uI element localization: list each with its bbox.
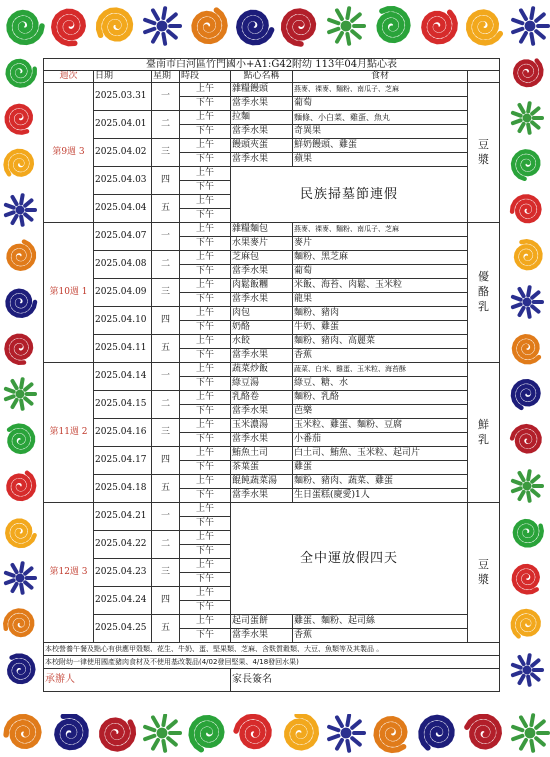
- swirl-decoration: [421, 717, 452, 748]
- snack-name: 水果麥片: [231, 237, 293, 251]
- ingredients: 綠豆、糖、水: [293, 377, 468, 391]
- week-label: 第12週 3: [44, 503, 94, 643]
- ingredients: 蘋果: [293, 153, 468, 167]
- swirl-decoration: [467, 716, 499, 747]
- handler-signature-label: 承辦人: [44, 669, 231, 692]
- ingredients: 鮮奶饅頭、雞蛋: [293, 139, 468, 153]
- date-cell: 2025.04.16: [94, 419, 152, 447]
- header-period: 時段: [180, 71, 231, 83]
- swirl-decoration: [9, 426, 33, 452]
- period-pm: 下午: [180, 349, 231, 363]
- weekday-cell: 二: [152, 251, 180, 279]
- period-am: 上午: [180, 475, 231, 489]
- period-am: 上午: [180, 167, 231, 181]
- swirl-decoration: [469, 12, 501, 43]
- date-cell: 2025.04.02: [94, 139, 152, 167]
- swirl-decoration: [102, 720, 133, 749]
- date-cell: 2025.04.01: [94, 111, 152, 139]
- ingredients: 蔬菜、白米、雞蛋、玉米粒、海苔酥: [293, 363, 468, 377]
- swirl-decoration: [239, 13, 272, 43]
- period-am: 上午: [180, 419, 231, 433]
- ingredients: 葡萄: [293, 97, 468, 111]
- period-pm: 下午: [180, 237, 231, 251]
- ingredients: 麥片: [293, 237, 468, 251]
- period-pm: 下午: [180, 405, 231, 419]
- period-pm: 下午: [180, 433, 231, 447]
- side-drink: 優 酪 乳: [468, 223, 500, 363]
- weekday-cell: 四: [152, 307, 180, 335]
- period-pm: 下午: [180, 293, 231, 307]
- swirl-decoration: [376, 719, 405, 751]
- swirl-decoration: [6, 151, 32, 175]
- holiday-notice: 全中運放假四天: [231, 503, 468, 615]
- weekday-cell: 二: [152, 111, 180, 139]
- weekday-cell: 五: [152, 615, 180, 643]
- weekday-cell: 五: [152, 335, 180, 363]
- snack-name: 當季水果: [231, 265, 293, 279]
- snack-name: 蔬菜炒飯: [231, 363, 293, 377]
- side-drink: 豆 漿: [468, 503, 500, 643]
- period-am: 上午: [180, 503, 231, 517]
- header-date: 日期: [94, 71, 152, 83]
- sun-decoration: [513, 287, 542, 317]
- swirl-decoration: [424, 12, 455, 41]
- date-cell: 2025.04.17: [94, 447, 152, 475]
- period-am: 上午: [180, 279, 231, 293]
- ingredients: 雞蛋、麵粉、起司絲: [293, 615, 468, 629]
- ingredients: 米飯、海苔、肉鬆、玉米粒: [293, 279, 468, 293]
- snack-name: 當季水果: [231, 629, 293, 643]
- swirl-decoration: [514, 566, 538, 592]
- sun-decoration: [6, 563, 35, 593]
- snack-name: 當季水果: [231, 433, 293, 447]
- swirl-decoration: [513, 611, 539, 636]
- week-label: 第10週 1: [44, 223, 94, 363]
- snack-name: 奶酪: [231, 321, 293, 335]
- weekday-cell: 二: [152, 391, 180, 419]
- swirl-decoration: [284, 11, 314, 44]
- period-pm: 下午: [180, 461, 231, 475]
- snack-name: 餛飩蔬菜湯: [231, 475, 293, 489]
- snack-name: 饅頭夾蛋: [231, 139, 293, 153]
- ingredients: 香蕉: [293, 629, 468, 643]
- period-am: 上午: [180, 615, 231, 629]
- date-cell: 2025.04.25: [94, 615, 152, 643]
- period-am: 上午: [180, 559, 231, 573]
- snack-name: 鮪魚土司: [231, 447, 293, 461]
- weekday-cell: 四: [152, 447, 180, 475]
- header-blank: [468, 71, 500, 83]
- sun-decoration: [513, 471, 542, 501]
- side-drink: 鮮 乳: [468, 363, 500, 503]
- page-title: 臺南市白河區竹門國小+A1:G42附幼 113年04月點心表: [44, 59, 500, 71]
- weekday-cell: 三: [152, 419, 180, 447]
- snack-name: 水餃: [231, 335, 293, 349]
- swirl-decoration: [513, 381, 539, 408]
- period-am: 上午: [180, 111, 231, 125]
- date-cell: 2025.04.24: [94, 587, 152, 615]
- header-week: 週次: [44, 71, 94, 83]
- period-pm: 下午: [180, 629, 231, 643]
- snack-name: 肉包: [231, 307, 293, 321]
- snack-name: 當季水果: [231, 125, 293, 139]
- week-label: 第11週 2: [44, 363, 94, 503]
- swirl-decoration: [9, 242, 34, 269]
- date-cell: 2025.04.07: [94, 223, 152, 251]
- period-am: 上午: [180, 83, 231, 97]
- weekday-cell: 四: [152, 167, 180, 195]
- swirl-decoration: [9, 656, 33, 682]
- date-cell: 2025.04.10: [94, 307, 152, 335]
- period-pm: 下午: [180, 517, 231, 531]
- ingredients: 麵條、小白菜、雞蛋、魚丸: [293, 111, 468, 125]
- swirl-decoration: [99, 10, 131, 39]
- sun-decoration: [6, 195, 35, 225]
- swirl-decoration: [515, 521, 542, 545]
- period-pm: 下午: [180, 181, 231, 195]
- period-am: 上午: [180, 307, 231, 321]
- swirl-decoration: [287, 715, 316, 748]
- ingredients: 玉米粒、雞蛋、麵粉、豆腐: [293, 419, 468, 433]
- period-pm: 下午: [180, 601, 231, 615]
- swirl-decoration: [5, 611, 32, 636]
- header-snack-name: 點心名稱: [231, 71, 293, 83]
- sun-decoration: [513, 103, 542, 133]
- period-pm: 下午: [180, 97, 231, 111]
- snack-name: 雜糧饅頭: [231, 83, 293, 97]
- swirl-decoration: [513, 151, 538, 178]
- sun-decoration: [329, 8, 364, 43]
- sun-decoration: [513, 715, 548, 750]
- swirl-decoration: [9, 13, 42, 43]
- period-am: 上午: [180, 363, 231, 377]
- period-pm: 下午: [180, 153, 231, 167]
- snack-name: 當季水果: [231, 489, 293, 503]
- period-pm: 下午: [180, 573, 231, 587]
- swirl-decoration: [512, 197, 539, 222]
- date-cell: 2025.04.15: [94, 391, 152, 419]
- snack-menu-sheet: [43, 58, 499, 714]
- ingredients: 燕麥、裸麥、麵粉、南瓜子、芝麻: [293, 83, 468, 97]
- snack-name: 乳酪卷: [231, 391, 293, 405]
- snack-name: 雜糧麵包: [231, 223, 293, 237]
- ingredients: 小番茄: [293, 433, 468, 447]
- snack-name: 綠豆湯: [231, 377, 293, 391]
- swirl-decoration: [191, 718, 222, 750]
- header-ingredients: 食材: [293, 71, 468, 83]
- period-pm: 下午: [180, 125, 231, 139]
- swirl-decoration: [236, 716, 269, 746]
- snack-name: 當季水果: [231, 97, 293, 111]
- weekday-cell: 一: [152, 83, 180, 111]
- snack-name: 肉鬆飯糰: [231, 279, 293, 293]
- swirl-decoration: [9, 473, 35, 499]
- period-pm: 下午: [180, 377, 231, 391]
- period-am: 上午: [180, 223, 231, 237]
- swirl-decoration: [512, 426, 539, 451]
- ingredients: 麵粉、豬肉: [293, 307, 468, 321]
- period-am: 上午: [180, 195, 231, 209]
- snack-name: 當季水果: [231, 349, 293, 363]
- weekday-cell: 一: [152, 223, 180, 251]
- period-am: 上午: [180, 391, 231, 405]
- ingredients: 牛奶、雞蛋: [293, 321, 468, 335]
- date-cell: 2025.04.21: [94, 503, 152, 531]
- date-cell: 2025.04.08: [94, 251, 152, 279]
- period-am: 上午: [180, 139, 231, 153]
- snack-name: 拉麵: [231, 111, 293, 125]
- date-cell: 2025.04.23: [94, 559, 152, 587]
- ingredients: 芭樂: [293, 405, 468, 419]
- swirl-decoration: [57, 715, 86, 747]
- snack-menu-table: [43, 58, 500, 692]
- sun-decoration: [145, 715, 180, 750]
- date-cell: 2025.04.22: [94, 531, 152, 559]
- weekday-cell: 三: [152, 559, 180, 587]
- weekday-cell: 一: [152, 363, 180, 391]
- date-cell: 2025.04.09: [94, 279, 152, 307]
- header-weekday: 星期: [152, 71, 180, 83]
- date-cell: 2025.04.11: [94, 335, 152, 363]
- ingredients: 白土司、鮪魚、玉米粒、起司片: [293, 447, 468, 461]
- parent-signature-label: 家長簽名: [231, 669, 500, 692]
- weekday-cell: 一: [152, 503, 180, 531]
- ingredients: 燕麥、裸麥、麵粉、南瓜子、芝麻: [293, 223, 468, 237]
- period-am: 上午: [180, 531, 231, 545]
- sun-decoration: [513, 655, 542, 685]
- date-cell: 2025.04.04: [94, 195, 152, 223]
- ingredients: 麵粉、豬肉、高麗菜: [293, 335, 468, 349]
- swirl-decoration: [379, 9, 408, 41]
- period-am: 上午: [180, 251, 231, 265]
- weekday-cell: 三: [152, 139, 180, 167]
- weekday-cell: 四: [152, 587, 180, 615]
- ingredients: 麵粉、豬肉、蔬菜、雞蛋: [293, 475, 468, 489]
- weekday-cell: 五: [152, 195, 180, 223]
- period-pm: 下午: [180, 265, 231, 279]
- weekday-cell: 三: [152, 279, 180, 307]
- ingredients: 葡萄: [293, 265, 468, 279]
- swirl-decoration: [7, 336, 32, 363]
- snack-name: 芝麻包: [231, 251, 293, 265]
- ingredients: 雞蛋: [293, 461, 468, 475]
- period-am: 上午: [180, 587, 231, 601]
- snack-name: 玉米濃湯: [231, 419, 293, 433]
- holiday-notice: 民族掃墓節連假: [231, 167, 468, 223]
- sun-decoration: [513, 8, 548, 43]
- date-cell: 2025.04.03: [94, 167, 152, 195]
- ingredients: 奇異果: [293, 125, 468, 139]
- allergen-notice: 本校營養午餐及點心有供應甲殼類、花生、牛奶、蛋、堅果類、芝麻、含麩質穀類、大豆、魚類等及其製品 。: [44, 643, 500, 656]
- snack-name: 茶葉蛋: [231, 461, 293, 475]
- period-pm: 下午: [180, 545, 231, 559]
- period-pm: 下午: [180, 209, 231, 223]
- side-drink: 豆 漿: [468, 83, 500, 223]
- snack-name: 當季水果: [231, 293, 293, 307]
- weekday-cell: 五: [152, 475, 180, 503]
- swirl-decoration: [7, 106, 31, 133]
- swirl-decoration: [194, 10, 225, 41]
- period-pm: 下午: [180, 321, 231, 335]
- swirl-decoration: [516, 241, 540, 268]
- period-am: 上午: [180, 335, 231, 349]
- snack-name: 當季水果: [231, 153, 293, 167]
- swirl-decoration: [54, 11, 83, 43]
- swirl-decoration: [515, 61, 541, 85]
- ingredients: 龍果: [293, 293, 468, 307]
- ingredients: 生日蛋糕(慶愛)1人: [293, 489, 468, 503]
- period-am: 上午: [180, 447, 231, 461]
- ingredients: 麵粉、黑芝麻: [293, 251, 468, 265]
- swirl-decoration: [8, 61, 35, 86]
- date-cell: 2025.04.18: [94, 475, 152, 503]
- weekday-cell: 二: [152, 531, 180, 559]
- sun-decoration: [145, 8, 180, 43]
- swirl-decoration: [8, 291, 35, 316]
- snack-name: 當季水果: [231, 405, 293, 419]
- sun-decoration: [6, 379, 35, 409]
- date-cell: 2025.03.31: [94, 83, 152, 111]
- snack-name: 起司蛋餅: [231, 615, 293, 629]
- ingredients: 麵粉、乳酪: [293, 391, 468, 405]
- swirl-decoration: [514, 336, 539, 362]
- period-pm: 下午: [180, 489, 231, 503]
- ingredients: 香蕉: [293, 349, 468, 363]
- week-label: 第9週 3: [44, 83, 94, 223]
- sun-decoration: [329, 715, 364, 750]
- swirl-decoration: [6, 717, 39, 746]
- swirl-decoration: [7, 521, 34, 546]
- ingredient-notice: 本校附幼一律使用國產豬肉食材及不使用基改製品(4/02發回堅果、4/18發回水果): [44, 656, 500, 669]
- date-cell: 2025.04.14: [94, 363, 152, 391]
